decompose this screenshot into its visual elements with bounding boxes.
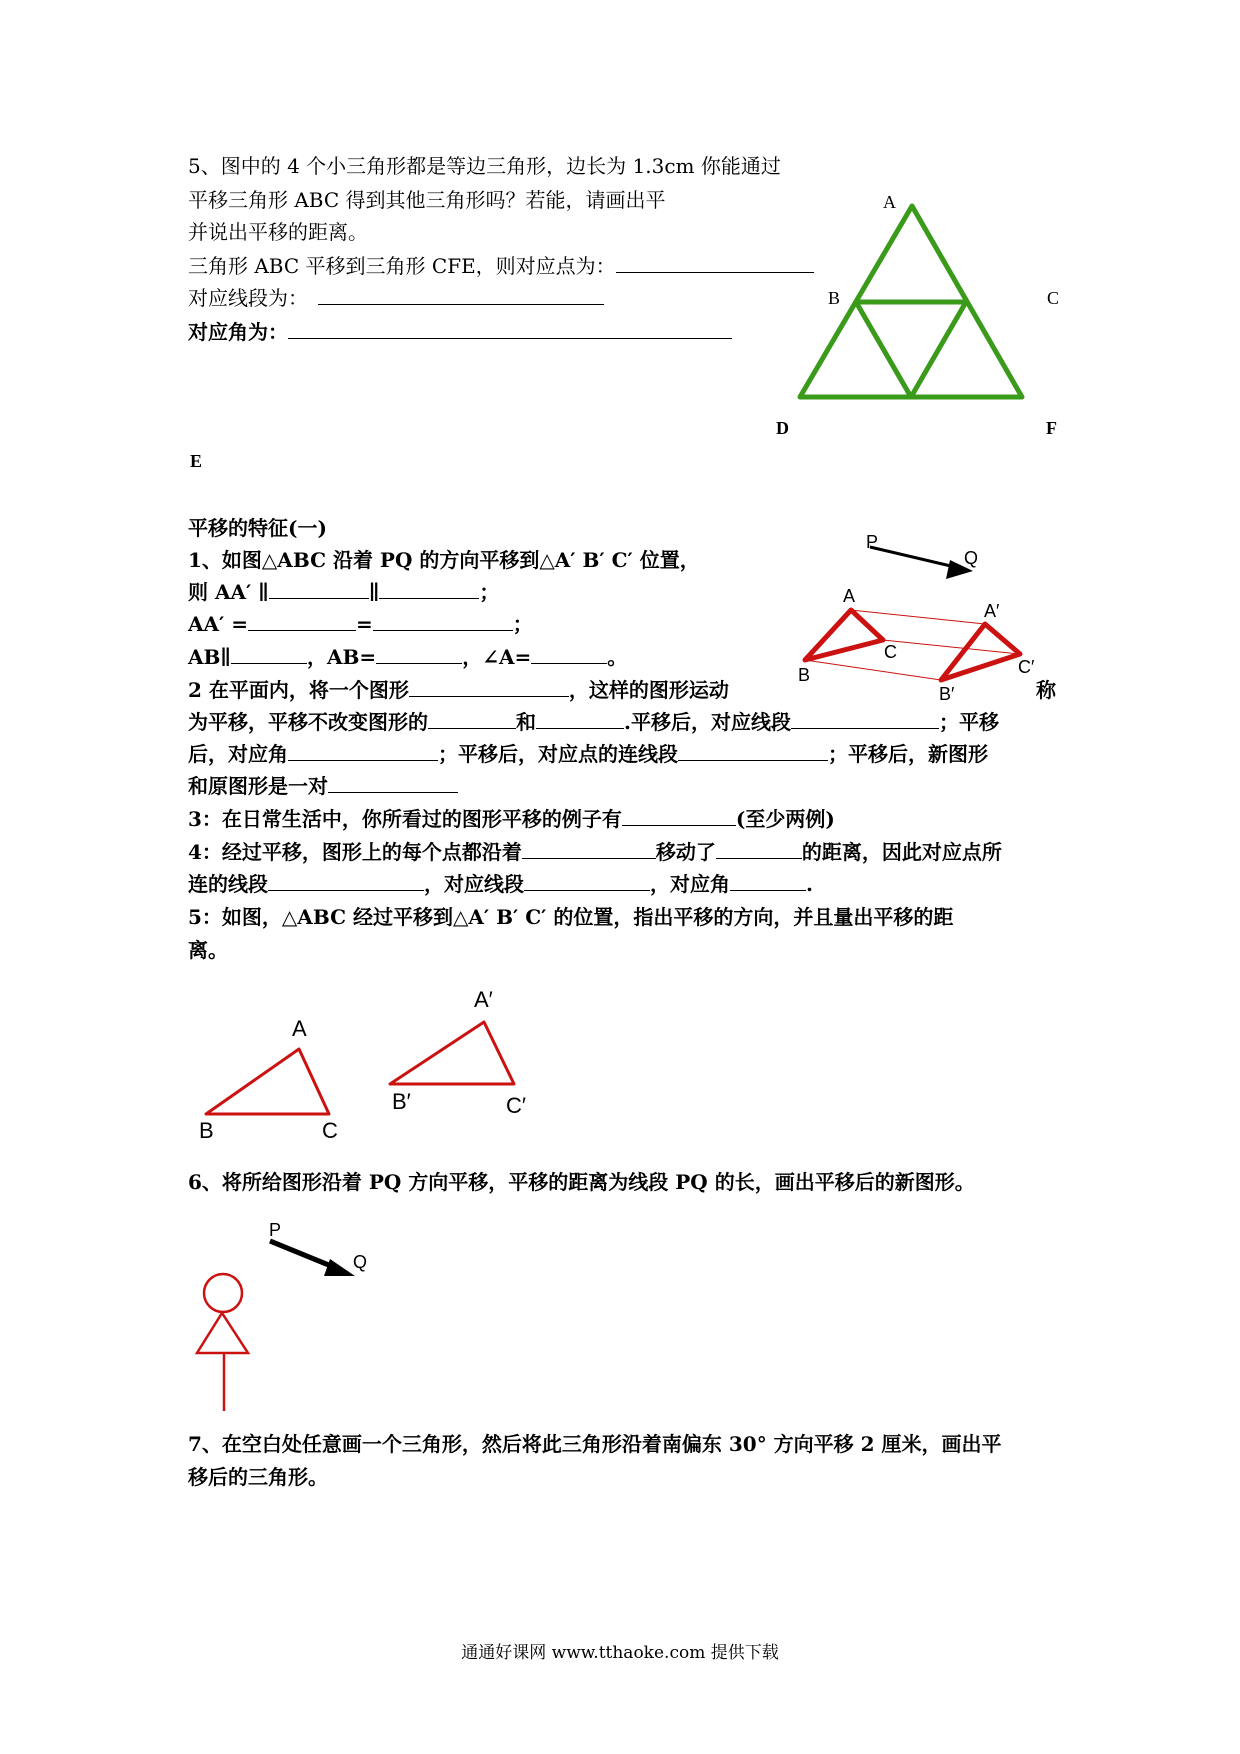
q3-text-a: 3：在日常生活中，你所看过的图形平移的例子有 xyxy=(188,807,622,831)
label-Q-q6: Q xyxy=(353,1252,368,1272)
stick-figure-head xyxy=(204,1274,242,1312)
q4-line1 xyxy=(188,838,1002,866)
q1-line2-text: 则 AA′ ∥ xyxy=(188,580,269,604)
q4-text-c: 的距离，因此对应点所 xyxy=(801,840,1002,864)
q1-line1: 1、如图△ABC 沿着 PQ 的方向平移到△A′ B′ C′ 位置， xyxy=(188,548,700,572)
label-B: B xyxy=(828,288,841,308)
pq-arrow-line-q6 xyxy=(270,1241,336,1268)
q2-text-i: ；平移后，对应点的连线段 xyxy=(438,742,678,766)
answer-blank[interactable] xyxy=(248,610,356,631)
q2-text-b: ，这样的图形运动 xyxy=(568,678,729,702)
q5a-line3: 并说出平移的距离。 xyxy=(188,220,368,244)
answer-blank[interactable] xyxy=(373,610,513,631)
q1-line4-end: 。 xyxy=(607,645,628,669)
q5a-line6-text: 对应角为： xyxy=(188,320,288,344)
label-E: E xyxy=(190,451,203,471)
answer-blank[interactable] xyxy=(678,740,828,761)
q5b-figure xyxy=(206,1022,514,1114)
q1-line3 xyxy=(188,610,533,638)
label-B2-q5b: B′ xyxy=(392,1089,411,1114)
answer-blank[interactable] xyxy=(536,708,624,729)
stick-figure-body xyxy=(197,1313,248,1353)
q2-line1-end: 称 xyxy=(1036,678,1056,702)
q4-text-f: ，对应角 xyxy=(650,872,730,896)
q2-text-h: 后，对应角 xyxy=(188,742,288,766)
answer-blank[interactable] xyxy=(376,643,462,664)
page-footer: 通通好课网 www.tthaoke.com 提供下载 xyxy=(461,1643,779,1663)
answer-blank[interactable] xyxy=(716,838,802,859)
label-C2-q5b: C′ xyxy=(506,1093,527,1118)
label-A: A xyxy=(883,192,896,212)
label-B-q1: B xyxy=(798,665,811,685)
label-P-q6: P xyxy=(269,1220,282,1240)
q6-figure xyxy=(197,1241,355,1411)
q3-line xyxy=(188,805,835,833)
q5b-line1: 5：如图，△ABC 经过平移到△A′ B′ C′ 的位置，指出平移的方向，并且量出平移的距 xyxy=(188,905,954,929)
label-B-q5b: B xyxy=(199,1118,214,1143)
q2-text-f: .平移后，对应线段 xyxy=(624,710,791,734)
answer-blank[interactable] xyxy=(269,578,369,599)
q2-text-d: 为平移，平移不改变图形的 xyxy=(188,710,428,734)
label-D: D xyxy=(776,418,789,438)
stick-figure xyxy=(197,1274,248,1411)
q2-text-j: ；平移后，新图形 xyxy=(828,742,988,766)
answer-blank[interactable] xyxy=(428,708,516,729)
answer-blank[interactable] xyxy=(524,870,650,891)
q3-text-b: (至少两例) xyxy=(735,807,835,831)
answer-blank[interactable] xyxy=(328,772,458,793)
label-B2-q1: B′ xyxy=(939,684,955,704)
q2-text-g: ；平移 xyxy=(938,710,999,734)
label-Q: Q xyxy=(964,548,979,568)
label-P: P xyxy=(866,532,879,552)
q4-text-g: . xyxy=(806,872,813,896)
q1-line2 xyxy=(188,578,499,606)
triangle-a2b2c2-q5b xyxy=(390,1022,514,1084)
label-C2-q1: C′ xyxy=(1018,657,1035,677)
pq-arrowhead-q6 xyxy=(324,1259,355,1276)
label-A-q5b: A xyxy=(292,1016,307,1041)
label-C: C xyxy=(1047,288,1060,308)
q2-line3 xyxy=(188,740,988,768)
q1-line4 xyxy=(188,643,627,671)
answer-blank[interactable] xyxy=(531,643,607,664)
q7-line2: 移后的三角形。 xyxy=(188,1465,328,1489)
q2-text-k: 和原图形是一对 xyxy=(188,774,328,798)
answer-blank[interactable] xyxy=(522,838,656,859)
triangle-abc xyxy=(805,610,883,660)
inner-triangle xyxy=(856,302,966,397)
q5a-line4-text: 三角形 ABC 平移到三角形 CFE，则对应点为： xyxy=(188,254,616,278)
label-A2-q5b: A′ xyxy=(474,987,493,1012)
q4-text-a: 4：经过平移，图形上的每个点都沿着 xyxy=(188,840,522,864)
q1-line3-text: AA′ = xyxy=(188,612,249,636)
triangle-abc-q5b xyxy=(206,1049,329,1114)
q6-text: 6、将所给图形沿着 PQ 方向平移，平移的距离为线段 PQ 的长，画出平移后的新图形。 xyxy=(188,1170,975,1194)
q5a-line2: 平移三角形 ABC 得到其他三角形吗？若能，请画出平 xyxy=(188,188,666,212)
label-A2-q1: A′ xyxy=(984,601,1000,621)
q4-text-d: 连的线段 xyxy=(188,872,268,896)
label-C-q1: C xyxy=(884,642,897,662)
q5a-line5-text: 对应线段为： xyxy=(188,286,308,310)
answer-blank[interactable] xyxy=(791,708,939,729)
q1-line3-end: ； xyxy=(512,612,533,636)
q1-line4-text: AB∥ xyxy=(188,645,232,669)
answer-blank[interactable] xyxy=(730,870,806,891)
triangle-a2b2c2 xyxy=(941,624,1020,680)
q7-line1: 7、在空白处任意画一个三角形，然后将此三角形沿着南偏东 30° 方向平移 2 厘米，画出平 xyxy=(188,1432,1002,1456)
label-C-q5b: C xyxy=(322,1118,338,1143)
q4-text-b: 移动了 xyxy=(655,840,716,864)
q5a-line1: 5、图中的 4 个小三角形都是等边三角形，边长为 1.3cm 你能通过 xyxy=(188,154,781,178)
q1-line2-sep: ∥ xyxy=(368,580,380,604)
q2-line2 xyxy=(188,708,999,736)
q4-line2 xyxy=(188,870,813,898)
q2-text-a: 2 在平面内，将一个图形 xyxy=(188,678,409,702)
section-title: 平移的特征(一) xyxy=(188,516,327,540)
answer-blank[interactable] xyxy=(409,676,569,697)
answer-blank[interactable] xyxy=(231,643,307,664)
q2-text-e: 和 xyxy=(516,710,536,734)
q1-line4-angle: ，∠A= xyxy=(462,645,532,669)
q5b-line2: 离。 xyxy=(188,938,228,962)
answer-blank[interactable] xyxy=(268,870,424,891)
answer-blank[interactable] xyxy=(379,578,479,599)
q1-line4-ab: ，AB= xyxy=(307,645,377,669)
label-A-q1: A xyxy=(843,586,856,606)
answer-blank[interactable] xyxy=(622,805,736,826)
q2-line4 xyxy=(188,772,458,800)
pq-arrow-line xyxy=(870,547,955,567)
answer-blank[interactable] xyxy=(288,740,438,761)
label-F: F xyxy=(1046,418,1057,438)
q1-line3-sep: = xyxy=(356,612,373,636)
q2-line1 xyxy=(188,676,729,704)
q4-text-e: ，对应线段 xyxy=(424,872,524,896)
q1-line2-end: ； xyxy=(479,580,500,604)
